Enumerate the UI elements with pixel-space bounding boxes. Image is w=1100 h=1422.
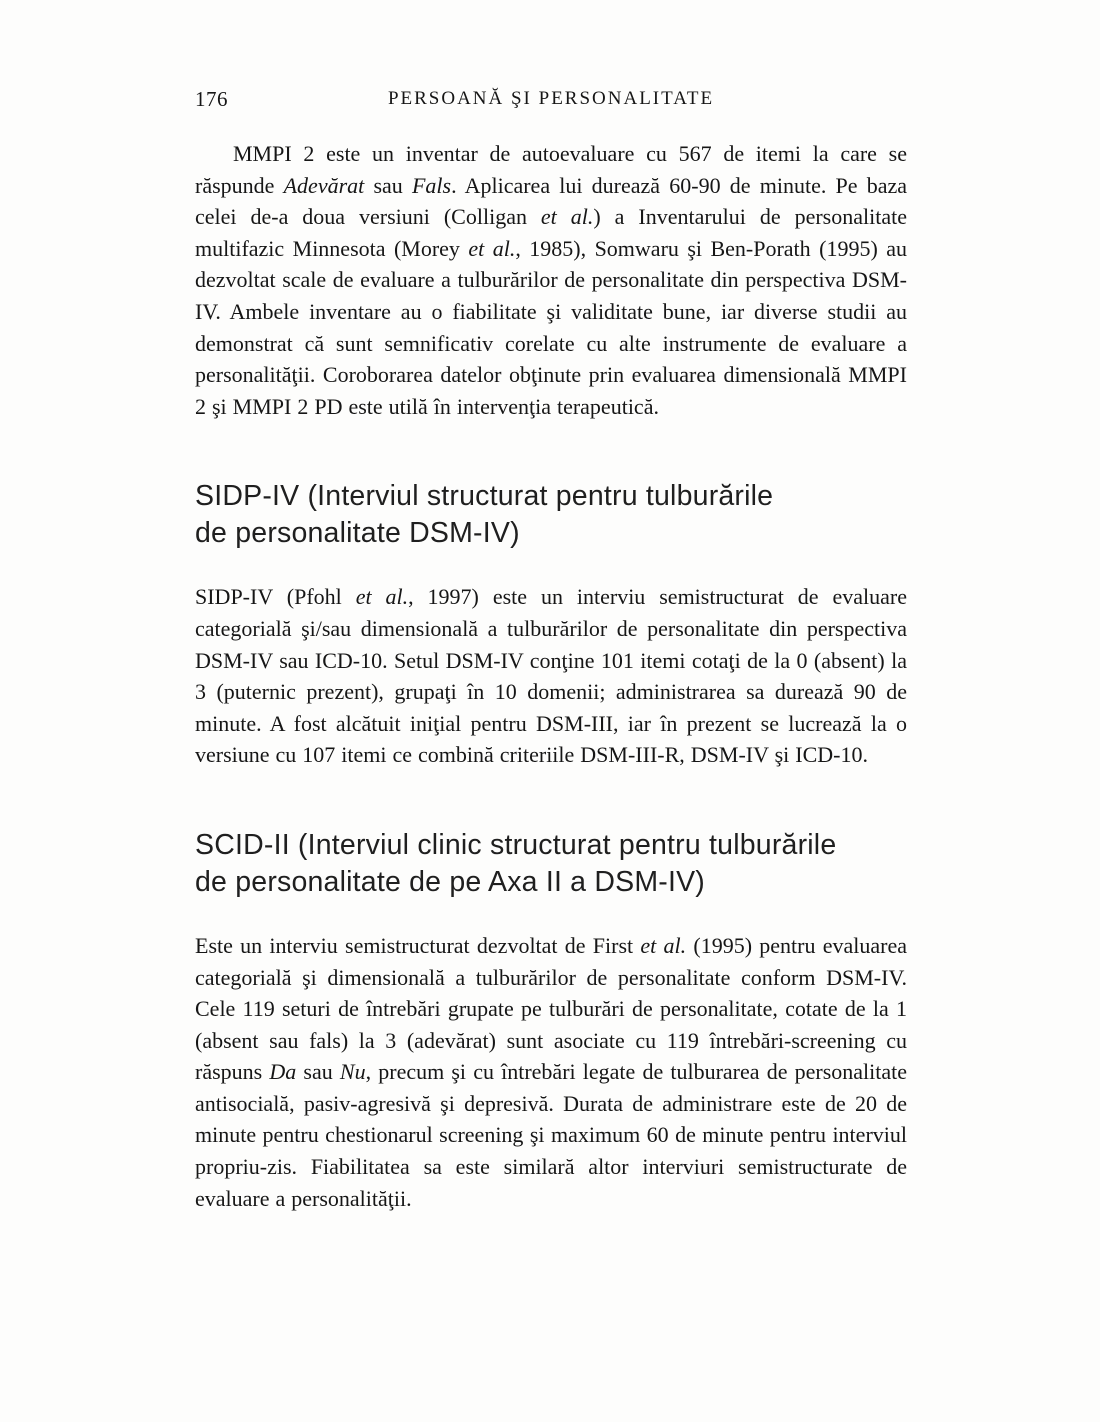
section-heading-sidp-iv: SIDP-IV (Interviul structurat pentru tulburările de personalitate DSM-IV) xyxy=(195,480,774,550)
paragraph-scid-ii: Este un interviu semistructurat dezvoltat de First et al. (1995) pentru evaluarea categorială şi dimensională a tulburărilor de personalitate conform DSM-IV. Cele 119 seturi de întrebări grupate pe tulburări de personalitate, cotate de la 1 (absent sau fals) la 3 (adevărat) sunt asociate cu 119 întrebări-screening cu răspuns Da sau Nu, precum şi cu întrebări legate de tulburarea de personalitate antisocială, pasiv-agresivă şi depresivă. Durata de administrare este de 20 de minute pentru chestionarul screening şi maximum 60 de minute pentru interviul propriu-zis. Fiabilitatea sa este similară altor interviuri semistructurate de evaluare a personalităţii. xyxy=(195,932,908,1211)
text-column xyxy=(195,86,907,1214)
page-number: 176 xyxy=(195,87,228,111)
running-head: PERSOANĂ ŞI PERSONALITATE xyxy=(387,88,715,109)
page-header xyxy=(195,86,907,114)
paragraph-sidp-iv: SIDP-IV (Pfohl et al., 1997) este un interviu semistructurat de evaluare categorială şi/sau dimensională a tulburărilor de personalitate din perspectiva DSM-IV sau ICD-10. Setul DSM-IV conţine 101 itemi cotaţi de la 0 (absent) la 3 (puternic prezent), grupaţi în 10 domenii; administrarea sa durează 90 de minute. A fost alcătuit iniţial pentru DSM-III, iar în prezent se lucrează la o versiune cu 107 itemi ce combină criteriile DSM-III-R, DSM-IV şi ICD-10. xyxy=(195,584,907,768)
section-heading-scid-ii: SCID-II (Interviul clinic structurat pentru tulburările de personalitate de pe Axa II a DSM-IV) xyxy=(195,828,837,898)
paragraph-mmpi: MMPI 2 este un inventar de autoevaluare cu 567 de itemi la care se răspunde Adevărat sau Fals. Aplicarea lui durează 60-90 de minute. Pe baza celei de-a doua versiuni (Colligan et al.) a Inventarului de personalitate multifazic Minnesota (Morey et al., 1985), Somwaru şi Ben-Porath (1995) au dezvoltat scale de evaluare a tulburărilor de personalitate din perspectiva DSM-IV. Ambele inventare au o fiabilitate şi validitate bune, iar diverse studii au demonstrat că sunt semnificativ corelate cu alte instrumente de evaluare a personalităţii. Coroborarea datelor obţinute prin evaluarea dimensională MMPI 2 şi MMPI 2 PD este utilă în intervenţia terapeutică. xyxy=(195,141,907,419)
